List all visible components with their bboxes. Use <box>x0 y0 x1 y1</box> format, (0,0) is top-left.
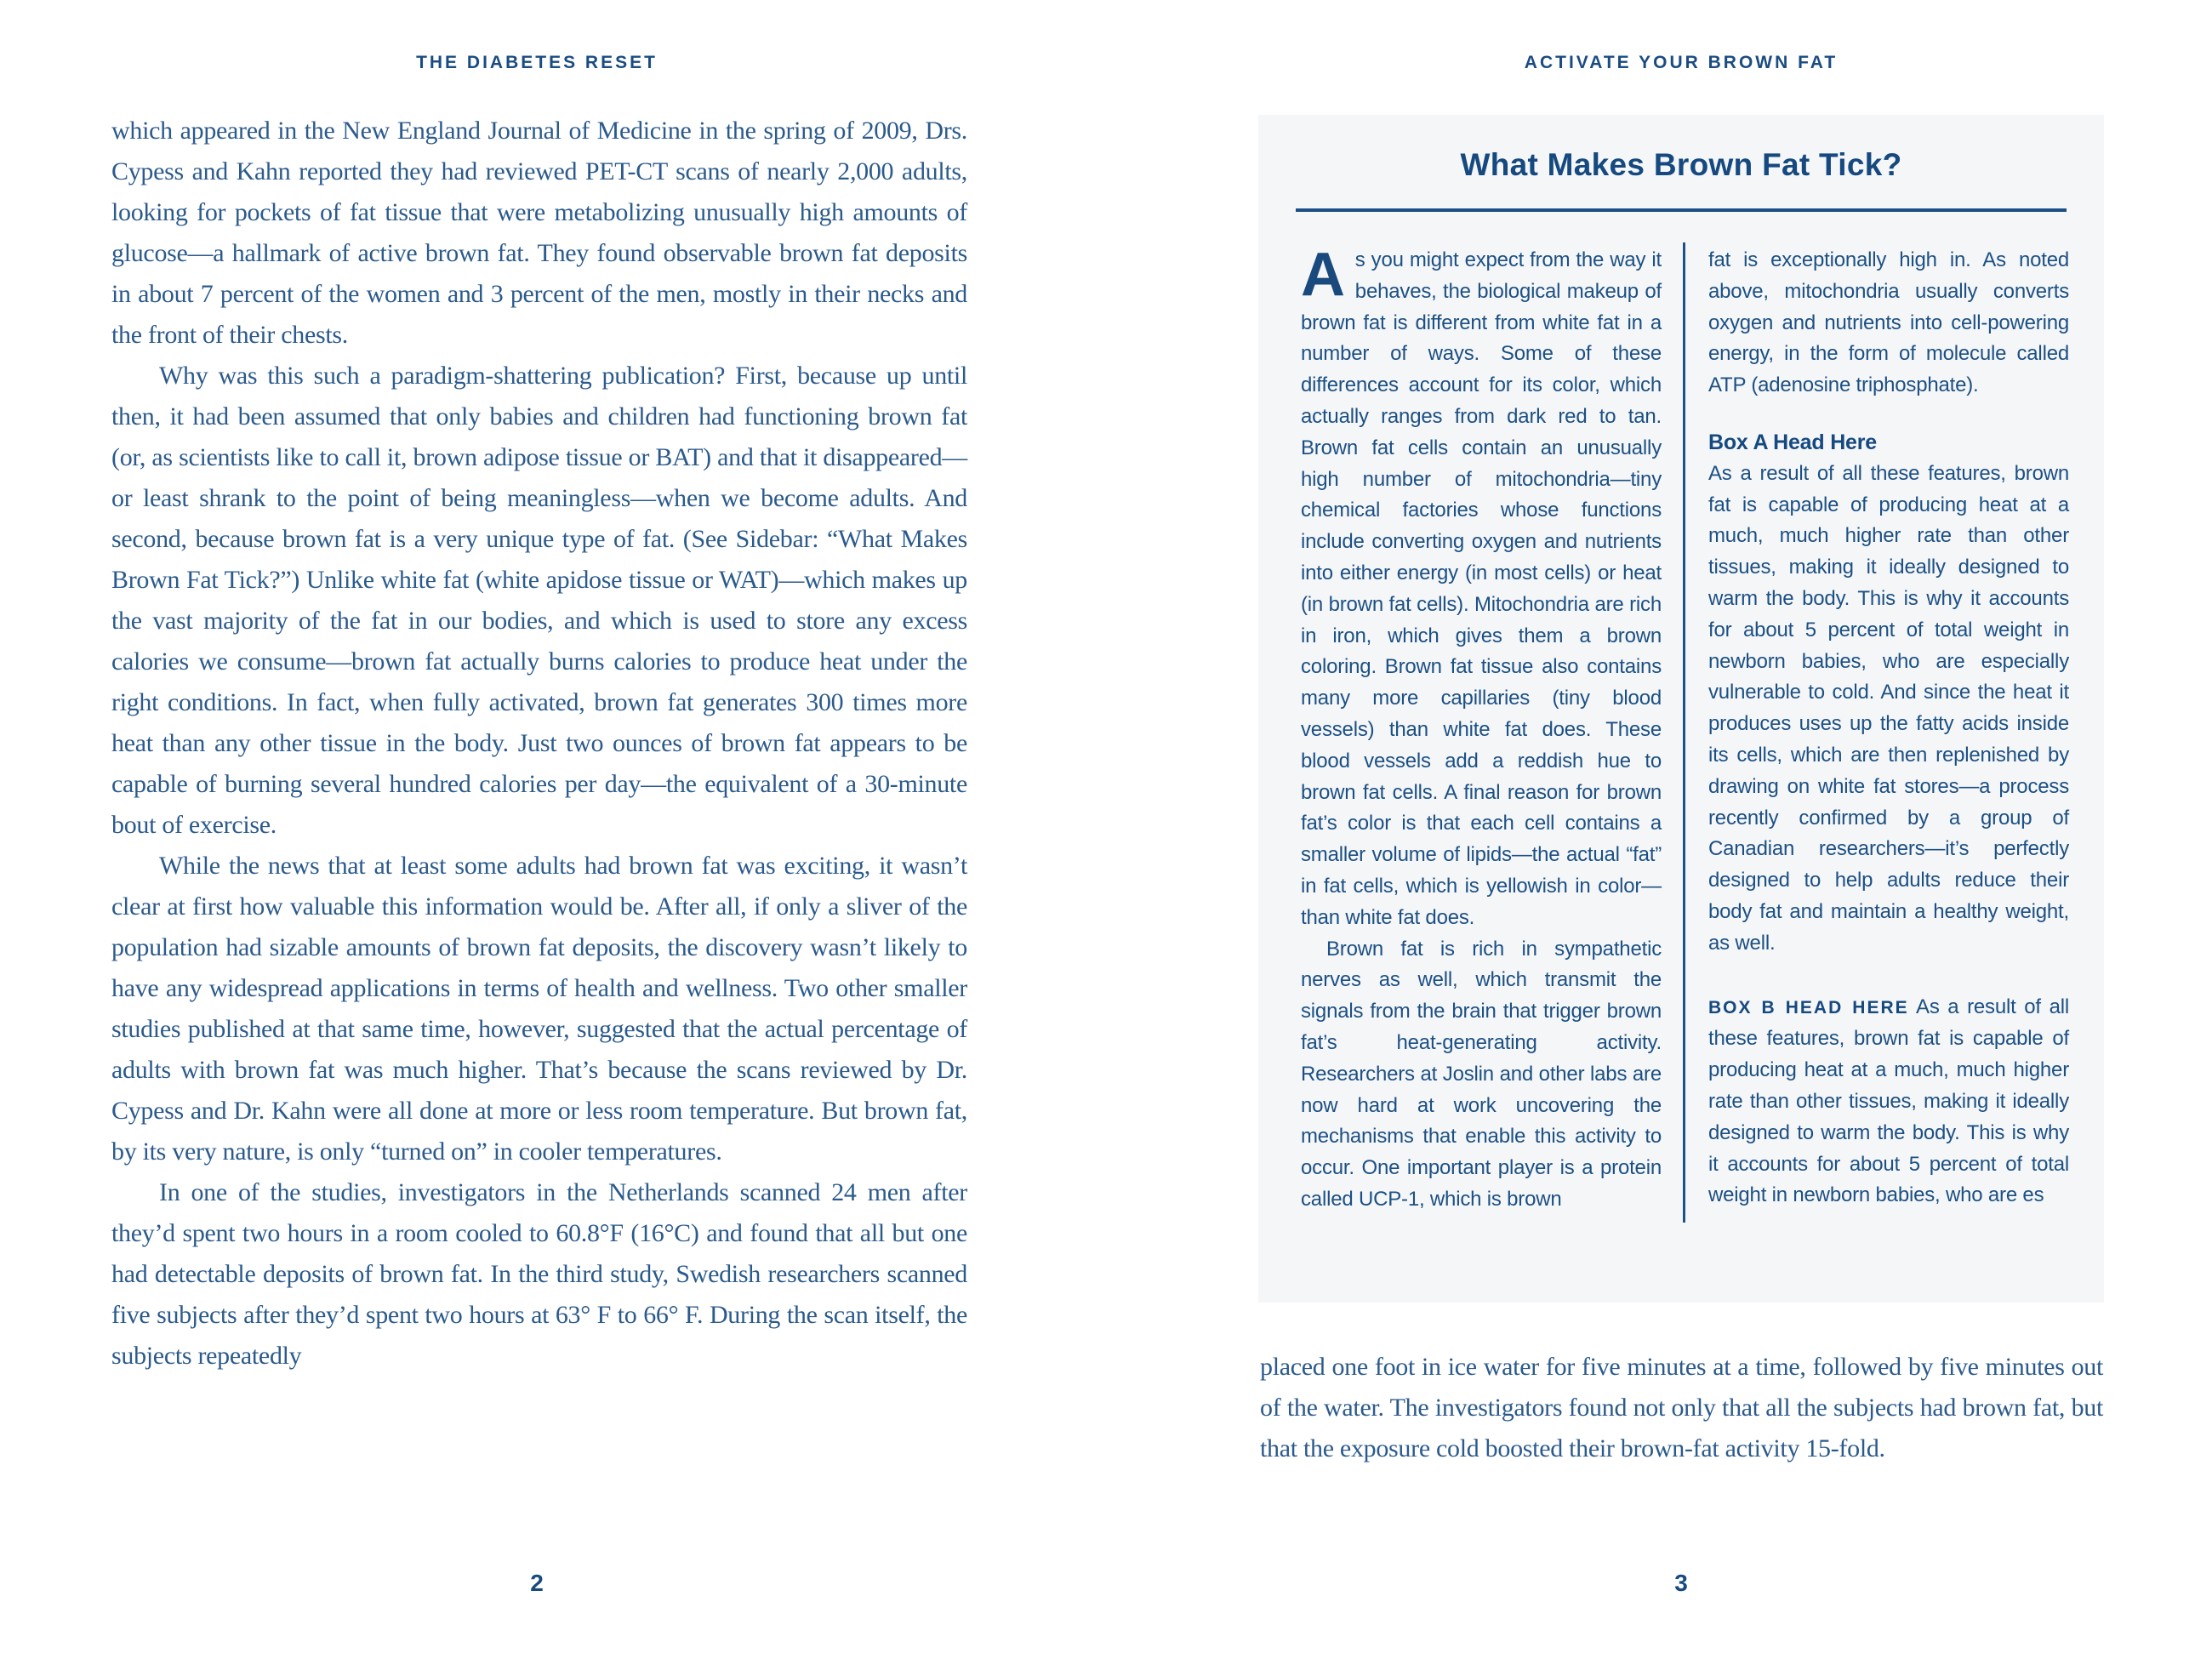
sidebar-paragraph-2: Brown fat is rich in sympathetic nerves as well, which transmit the signals from the brain that trigger brown fat’s heat-generating activity. Researchers at Joslin and other labs are now hard at work uncovering the mechanisms that enable this activity to occur. One important player is a protein called UCP-1, which is brown <box>1301 937 1662 1211</box>
box-a-paragraph: As a result of all these features, brown fat is capable of producing heat at a much, much higher rate than other tissues, making it ideally designed to warm the body. This is why it accounts for about 5 percent of total weight in newborn babies, who are especially vulnerable to cold. And since the heat it produces uses up the fatty acids inside its cells, which are then replenished by drawing on white fat stores—a process recently confirmed by a group of Canadian researchers—it’s perfectly designed to help adults reduce their body fat and maintain a healthy weight, as well. <box>1708 461 2069 955</box>
body-paragraph-2: Why was this such a paradigm-shattering publication? First, because up until then, it had been assumed that only babies and children had functioning brown fat (or, as scientists like to call it, brown adipose tissue or BAT) and that it disappeared—or least shrank to the point of being meaningless—when we become adults. And second, because brown fat is a very unique type of fat. (See Sidebar: “What Makes Brown Fat Tick?”) Unlike white fat (white apidose tissue or WAT)—which makes up the vast majority of the fat in our bodies, and which is used to store any excess calories we consume—brown fat actually burns calories to produce heat under the right conditions. In fact, when fully activated, brown fat generates 300 times more heat than any other tissue in the body. Just two ounces of brown fat appears to be capable of burning several hundred calories per day—the equivalent of a 30-minute bout of exercise. <box>111 362 967 839</box>
body-paragraph-4: In one of the studies, investigators in the Netherlands scanned 24 men after they’d spent two hours in a room cooled to 60.8°F (16°C) and found that all but one had detectable deposits of brown fat. In the third study, Swedish researchers scanned five subjects after they’d spent two hours at 63° F to 66° F. During the scan itself, the subjects repeatedly <box>111 1178 967 1370</box>
box-a-heading: Box A Head Here <box>1708 430 1877 454</box>
sidebar-column-left <box>1301 241 1662 1216</box>
box-b-runin-heading: BOX B HEAD HERE <box>1708 997 1909 1018</box>
running-head-left: THE DIABETES RESET <box>416 53 658 72</box>
sidebar-title: What Makes Brown Fat Tick? <box>1460 147 1902 182</box>
sidebar-title-rule <box>1296 208 2067 212</box>
below-sidebar-paragraph-block <box>1260 1347 2103 1469</box>
sidebar-paragraph-1-text: s you might expect from the way it behaves, the biological makeup of brown fat is different from white fat in a number of ways. Some of these differences account for its color, which actually ranges from dark red to tan. Brown fat cells contain an unusually high number of mitochondria—tiny chemical factories whose functions include converting oxygen and nutrients into either energy (in most cells) or heat (in brown fat cells). Mitochondria are rich in iron, which gives them a brown coloring. Brown fat tissue also contains many more capillaries (tiny blood vessels) than white fat does. These blood vessels add a reddish hue to brown fat cells. A final reason for brown fat’s color is that each cell contains a smaller volume of lipids—the actual “fat” in fat cells, which is yellowish in color—than white fat does. <box>1301 248 1662 929</box>
sidebar-paragraph-3: fat is exceptionally high in. As noted above, mitochondria usually converts oxygen and nutrients into cell-powering energy, in the form of molecule called ATP (adenosine triphosphate). <box>1708 248 2069 397</box>
box-b-paragraph <box>1708 992 2069 1212</box>
page-number-right: 3 <box>1674 1570 1688 1596</box>
body-paragraph-1: which appeared in the New England Journal of Medicine in the spring of 2009, Drs. Cypess and Kahn reported they had reviewed PET-CT scans of nearly 2,000 adults, looking for pockets of fat tissue that were metabolizing unusually high amounts of glucose—a hallmark of active brown fat. They found observable brown fat deposits in about 7 percent of the women and 3 percent of the men, mostly in their necks and the front of their chests. <box>111 117 967 349</box>
column-divider <box>1683 242 1685 1223</box>
page-number-left: 2 <box>530 1570 544 1596</box>
running-head-right: ACTIVATE YOUR BROWN FAT <box>1524 53 1839 72</box>
left-page-body <box>111 111 967 1377</box>
sidebar-column-right <box>1708 245 2069 1211</box>
sidebar-paragraph-1 <box>1301 241 1662 934</box>
drop-cap: A <box>1301 241 1345 309</box>
body-paragraph-3: While the news that at least some adults had brown fat was exciting, it wasn’t clear at first how valuable this information would be. After all, if only a sliver of the population had sizable amounts of brown fat deposits, the discovery wasn’t likely to have any widespread applications in terms of health and wellness. Two other smaller studies published at that same time, however, suggested that the actual percentage of adults with brown fat was much higher. That’s because the scans reviewed by Dr. Cypess and Dr. Kahn were all done at more or less room temperature. But brown fat, by its very nature, is only “turned on” in cooler temperatures. <box>111 852 967 1166</box>
box-b-paragraph-text: As a result of all these features, brown fat is capable of producing heat at a much, much higher rate than other tissues, making it ideally designed to warm the body. This is why it accounts for about 5 percent of total weight in newborn babies, who are es <box>1708 995 2069 1207</box>
sidebar-box <box>1258 115 2104 1303</box>
below-sidebar-paragraph: placed one foot in ice water for five minutes at a time, followed by five minutes out of the water. The investigators found not only that all the subjects had brown fat, but that the exposure cold boosted their brown-fat activity 15-fold. <box>1260 1353 2103 1462</box>
